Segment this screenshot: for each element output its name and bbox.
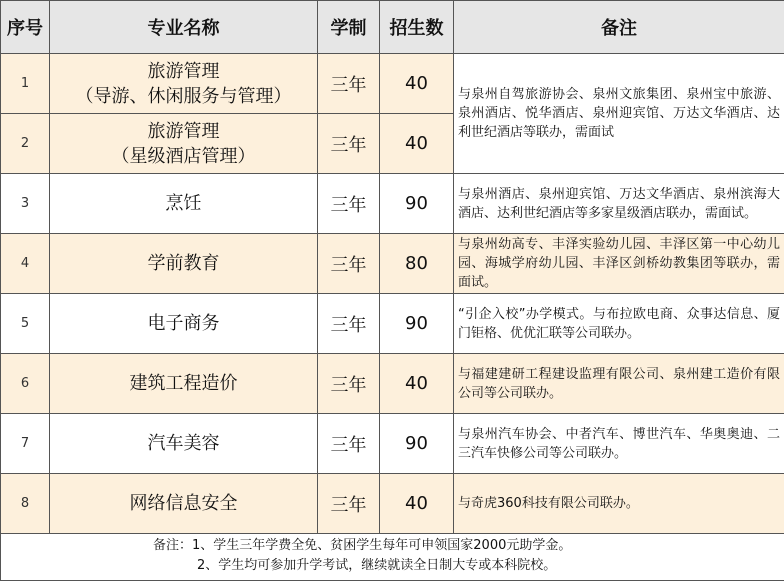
row-note: “引企入校”办学模式。与布拉欧电商、众事达信息、厦门钜格、优优汇联等公司联办。 — [454, 294, 784, 354]
footer-row — [1, 534, 784, 581]
row-enroll: 40 — [380, 54, 454, 114]
row-enroll: 40 — [380, 354, 454, 414]
row-no: 3 — [1, 174, 50, 234]
header-enroll: 招生数 — [380, 1, 454, 54]
row-length: 三年 — [318, 474, 380, 534]
row-note: 与福建建研工程建设监理有限公司、泉州建工造价有限公司等公司联办。 — [454, 354, 784, 414]
table-row — [1, 294, 784, 354]
footer-line-2: 2、学生均可参加升学考试，继续就读全日制大专或本科院校。 — [153, 556, 784, 576]
row-enroll: 90 — [380, 294, 454, 354]
row-name — [50, 54, 318, 114]
row-no: 5 — [1, 294, 50, 354]
row-name: 烹饪 — [50, 174, 318, 234]
header-row — [1, 1, 784, 54]
row-length: 三年 — [318, 54, 380, 114]
row-no: 1 — [1, 54, 50, 114]
row-length: 三年 — [318, 114, 380, 174]
row-enroll: 40 — [380, 474, 454, 534]
row-no: 7 — [1, 414, 50, 474]
row-note-merged: 与泉州自驾旅游协会、泉州文旅集团、泉州宝中旅游、泉州酒店、悦华酒店、泉州迎宾馆、万达文华酒店、达利世纪酒店等联办，需面试 — [454, 54, 784, 174]
header-name: 专业名称 — [50, 1, 318, 54]
row-name: 建筑工程造价 — [50, 354, 318, 414]
table-row — [1, 474, 784, 534]
row-length: 三年 — [318, 174, 380, 234]
row-name: 学前教育 — [50, 234, 318, 294]
row-length: 三年 — [318, 234, 380, 294]
header-no: 序号 — [1, 1, 50, 54]
table-row — [1, 414, 784, 474]
table-row — [1, 174, 784, 234]
footer-notes — [1, 534, 784, 581]
row-no: 8 — [1, 474, 50, 534]
row-name: 汽车美容 — [50, 414, 318, 474]
row-note: 与泉州幼高专、丰泽实验幼儿园、丰泽区第一中心幼儿园、海城学府幼儿园、丰泽区剑桥幼教集团等联办，需面试。 — [454, 234, 784, 294]
row-name — [50, 114, 318, 174]
row-note: 与泉州汽车协会、中者汽车、博世汽车、华奥奥迪、二三汽车快修公司等公司联办。 — [454, 414, 784, 474]
row-length: 三年 — [318, 294, 380, 354]
row-name-line2: （导游、休闲服务与管理） — [50, 84, 317, 109]
row-name-line2: （星级酒店管理） — [50, 144, 317, 169]
header-length: 学制 — [318, 1, 380, 54]
table-row — [1, 234, 784, 294]
row-name-line1: 旅游管理 — [50, 119, 317, 144]
row-enroll: 90 — [380, 174, 454, 234]
row-name: 网络信息安全 — [50, 474, 318, 534]
row-name: 电子商务 — [50, 294, 318, 354]
row-enroll: 90 — [380, 414, 454, 474]
table-row — [1, 354, 784, 414]
header-note: 备注 — [454, 1, 784, 54]
row-no: 4 — [1, 234, 50, 294]
row-length: 三年 — [318, 414, 380, 474]
row-note: 与泉州酒店、泉州迎宾馆、万达文华酒店、泉州滨海大酒店、达利世纪酒店等多家星级酒店联办，需面试。 — [454, 174, 784, 234]
row-no: 6 — [1, 354, 50, 414]
row-enroll: 80 — [380, 234, 454, 294]
row-note: 与奇虎360科技有限公司联办。 — [454, 474, 784, 534]
row-length: 三年 — [318, 354, 380, 414]
table-row — [1, 54, 784, 114]
row-no: 2 — [1, 114, 50, 174]
row-name-line1: 旅游管理 — [50, 59, 317, 84]
row-enroll: 40 — [380, 114, 454, 174]
footer-line-1: 备注：1、学生三年学费全免、贫困学生每年可申领国家2000元助学金。 — [153, 536, 784, 556]
